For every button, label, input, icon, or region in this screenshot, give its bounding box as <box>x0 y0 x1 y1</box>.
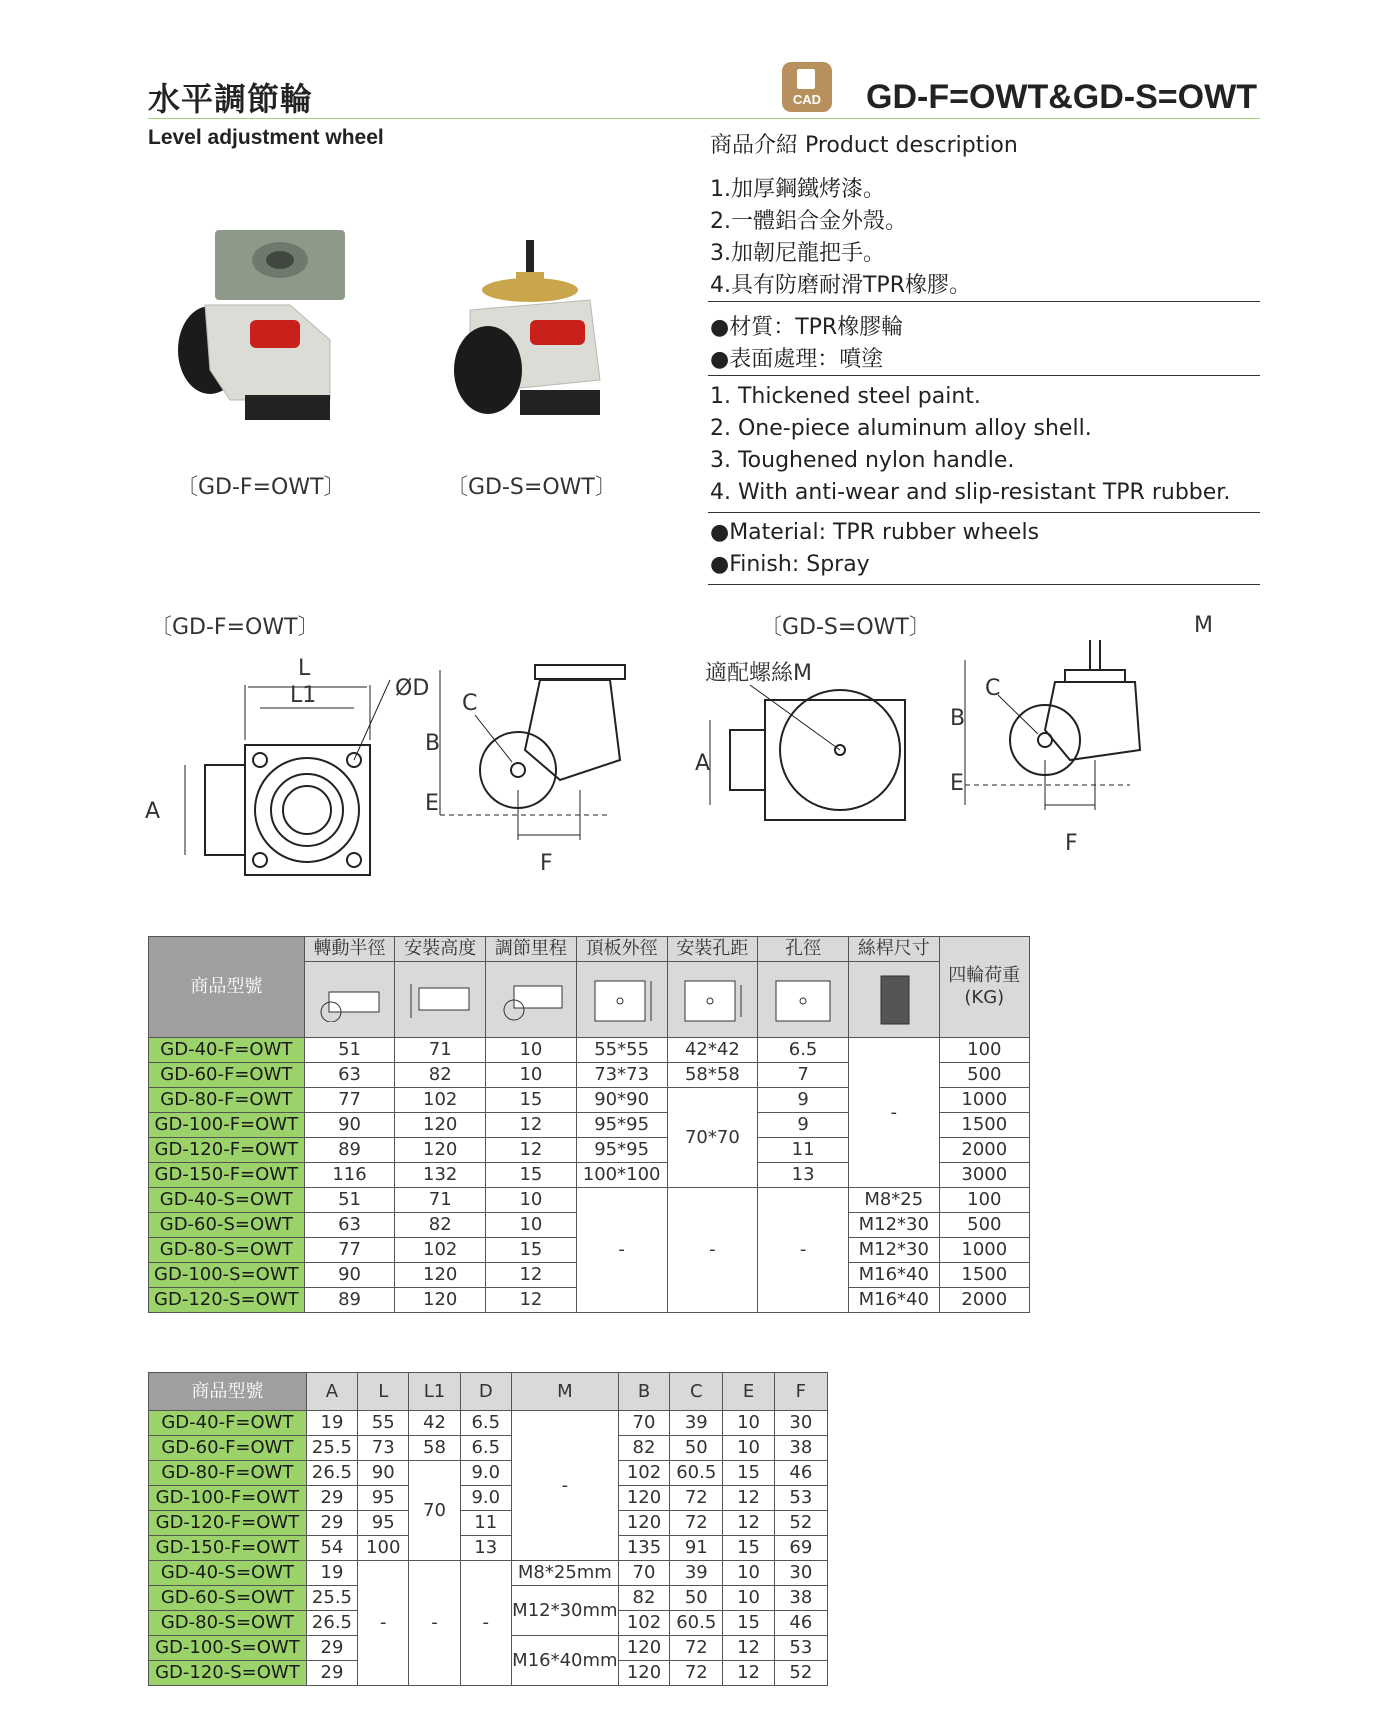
table2-model-header: 商品型號 <box>149 1373 307 1411</box>
technical-drawings <box>140 640 1260 910</box>
cell: 95*95 <box>576 1138 667 1163</box>
cell: 100 <box>358 1536 409 1561</box>
cell: 100 <box>939 1038 1029 1063</box>
cell: 26.5 <box>306 1461 357 1486</box>
divider <box>708 301 1260 302</box>
cell: 132 <box>395 1163 486 1188</box>
cell: 70 <box>618 1411 669 1436</box>
cell: M8*25mm <box>511 1561 618 1586</box>
cell: 12 <box>486 1288 577 1313</box>
cell: 10 <box>723 1586 774 1611</box>
table-row-model: GD-150-F=OWT <box>149 1536 307 1561</box>
en-item: 3. Toughened nylon handle. <box>710 448 1015 473</box>
cell: 102 <box>395 1238 486 1263</box>
cell: 15 <box>486 1238 577 1263</box>
table-row-model: GD-150-F=OWT <box>149 1163 305 1188</box>
cell: 30 <box>774 1561 827 1586</box>
cell: 46 <box>774 1461 827 1486</box>
cell: 60.5 <box>670 1611 723 1636</box>
cell: 12 <box>486 1263 577 1288</box>
cell: 77 <box>304 1238 395 1263</box>
document-icon <box>797 69 815 89</box>
label-C: C <box>462 691 478 716</box>
table-row-model: GD-60-F=OWT <box>149 1436 307 1461</box>
cell: 10 <box>486 1213 577 1238</box>
cell: 1500 <box>939 1263 1029 1288</box>
col-radius: 轉動半徑 <box>304 937 395 962</box>
cell: 2000 <box>939 1288 1029 1313</box>
table1-model-header: 商品型號 <box>149 937 305 1038</box>
height-icon <box>395 962 486 1038</box>
label-L1: L1 <box>290 683 317 708</box>
table-row-model: GD-80-F=OWT <box>149 1461 307 1486</box>
drawing-caption-s: 〔GD-S=OWT〕 <box>760 615 931 640</box>
zh-item: 3.加韌尼龍把手。 <box>710 241 885 266</box>
cell-merged: M12*30mm <box>511 1586 618 1636</box>
cell: 82 <box>618 1586 669 1611</box>
photo-caption-s: 〔GD-S=OWT〕 <box>446 475 617 500</box>
cell: 52 <box>774 1661 827 1686</box>
cell: 54 <box>306 1536 357 1561</box>
cell: 89 <box>304 1138 395 1163</box>
cell: 82 <box>618 1436 669 1461</box>
cell: 9 <box>758 1113 849 1138</box>
cell: M12*30 <box>848 1238 939 1263</box>
cell: 72 <box>670 1511 723 1536</box>
cell: 73*73 <box>576 1063 667 1088</box>
label-D: ØD <box>395 676 430 701</box>
hole-pitch-icon <box>667 962 758 1038</box>
cell: 2000 <box>939 1138 1029 1163</box>
cell: 15 <box>486 1163 577 1188</box>
label-F: F <box>540 851 553 876</box>
cell-merged: - <box>409 1561 460 1686</box>
cell: M12*30 <box>848 1213 939 1238</box>
cell-merged: M16*40mm <box>511 1636 618 1686</box>
cell: 102 <box>618 1611 669 1636</box>
cell: 9.0 <box>460 1486 511 1511</box>
en-item: 2. One-piece aluminum alloy shell. <box>710 416 1092 441</box>
table-row-model: GD-40-S=OWT <box>149 1561 307 1586</box>
cell: 500 <box>939 1063 1029 1088</box>
cell-merged: 70 <box>409 1461 460 1561</box>
en-spec: ●Finish: Spray <box>710 552 870 577</box>
col-D: D <box>460 1373 511 1411</box>
page-title-en: Level adjustment wheel <box>148 126 384 149</box>
cell: 63 <box>304 1063 395 1088</box>
table-row-model: GD-40-F=OWT <box>149 1411 307 1436</box>
table-row-model: GD-100-F=OWT <box>149 1113 305 1138</box>
divider <box>708 512 1260 513</box>
cell: 120 <box>618 1486 669 1511</box>
photo-caption-f: 〔GD-F=OWT〕 <box>176 475 346 500</box>
cell: 50 <box>670 1436 723 1461</box>
label-F-s: F <box>1065 831 1078 856</box>
cell: 91 <box>670 1536 723 1561</box>
cell: 90 <box>358 1461 409 1486</box>
description-heading: 商品介紹 Product description <box>710 133 1018 158</box>
page-title-zh: 水平調節輪 <box>148 80 314 118</box>
cell: 77 <box>304 1088 395 1113</box>
cell: 29 <box>306 1636 357 1661</box>
cell: 19 <box>306 1561 357 1586</box>
col-plate: 頂板外徑 <box>576 937 667 962</box>
cell: 10 <box>486 1038 577 1063</box>
table-row-model: GD-100-S=OWT <box>149 1263 305 1288</box>
table-row-model: GD-100-F=OWT <box>149 1486 307 1511</box>
zh-item: 4.具有防磨耐滑TPR橡膠。 <box>710 273 971 298</box>
radius-icon <box>304 962 395 1038</box>
cell: 100*100 <box>576 1163 667 1188</box>
cell-merged: - <box>460 1561 511 1686</box>
cell: 9 <box>758 1088 849 1113</box>
cell-merged: - <box>758 1188 849 1313</box>
cell: 6.5 <box>460 1411 511 1436</box>
zh-item: 1.加厚鋼鐵烤漆。 <box>710 177 885 202</box>
cell: 7 <box>758 1063 849 1088</box>
col-screw: 絲桿尺寸 <box>848 937 939 962</box>
cell: 12 <box>723 1636 774 1661</box>
cell-merged: - <box>848 1038 939 1188</box>
label-B: B <box>425 731 441 756</box>
label-E-s: E <box>950 771 964 796</box>
cell: 29 <box>306 1486 357 1511</box>
cell: 6.5 <box>460 1436 511 1461</box>
cell: 10 <box>723 1411 774 1436</box>
table-row-model: GD-80-S=OWT <box>149 1611 307 1636</box>
en-spec: ●Material: TPR rubber wheels <box>710 520 1040 545</box>
cell: 12 <box>486 1113 577 1138</box>
label-A: A <box>145 799 161 824</box>
cell: 26.5 <box>306 1611 357 1636</box>
cell: 51 <box>304 1038 395 1063</box>
label-C-s: C <box>985 676 1001 701</box>
table-row-model: GD-120-F=OWT <box>149 1138 305 1163</box>
col-L1: L1 <box>409 1373 460 1411</box>
cell: 82 <box>395 1063 486 1088</box>
label-L: L <box>298 656 311 681</box>
cell: 1000 <box>939 1238 1029 1263</box>
cell: 9.0 <box>460 1461 511 1486</box>
cell: 58*58 <box>667 1063 758 1088</box>
cell: 60.5 <box>670 1461 723 1486</box>
cell: 1500 <box>939 1113 1029 1138</box>
drawing-caption-f: 〔GD-F=OWT〕 <box>150 615 320 640</box>
cell-merged: 70*70 <box>667 1088 758 1188</box>
dimension-table <box>148 1372 828 1686</box>
cell: 55 <box>358 1411 409 1436</box>
cell: 135 <box>618 1536 669 1561</box>
label-E: E <box>425 791 439 816</box>
cell: 69 <box>774 1536 827 1561</box>
cell: 13 <box>460 1536 511 1561</box>
cell: 71 <box>395 1188 486 1213</box>
cell: 70 <box>618 1561 669 1586</box>
col-height: 安裝高度 <box>395 937 486 962</box>
cell: 58 <box>409 1436 460 1461</box>
cad-download-icon[interactable] <box>782 62 832 112</box>
zh-item: 2.一體鋁合金外殼。 <box>710 209 907 234</box>
label-A-s: A <box>695 751 711 776</box>
cell: 13 <box>758 1163 849 1188</box>
cell: 10 <box>723 1561 774 1586</box>
cell: 38 <box>774 1436 827 1461</box>
cell: M8*25 <box>848 1188 939 1213</box>
label-thread: 適配螺絲M <box>705 661 812 686</box>
cell: 500 <box>939 1213 1029 1238</box>
col-L: L <box>358 1373 409 1411</box>
col-A: A <box>306 1373 357 1411</box>
cell: 95 <box>358 1486 409 1511</box>
col-hole-pitch: 安裝孔距 <box>667 937 758 962</box>
cell: 90 <box>304 1113 395 1138</box>
title-divider <box>148 118 1260 119</box>
cell: 25.5 <box>306 1436 357 1461</box>
model-code: GD-F=OWT&GD-S=OWT <box>866 78 1257 116</box>
cell: 63 <box>304 1213 395 1238</box>
cell: 29 <box>306 1661 357 1686</box>
divider <box>708 375 1260 376</box>
table-row-model: GD-60-S=OWT <box>149 1213 305 1238</box>
cell: 71 <box>395 1038 486 1063</box>
cell: 42 <box>409 1411 460 1436</box>
cell: 42*42 <box>667 1038 758 1063</box>
label-B-s: B <box>950 706 966 731</box>
cell: 72 <box>670 1636 723 1661</box>
en-item: 4. With anti-wear and slip-resistant TPR rubber. <box>710 480 1231 505</box>
cell: 90*90 <box>576 1088 667 1113</box>
cell: 95 <box>358 1511 409 1536</box>
table-row-model: GD-120-F=OWT <box>149 1511 307 1536</box>
cell: 116 <box>304 1163 395 1188</box>
table-row-model: GD-40-F=OWT <box>149 1038 305 1063</box>
cell: 38 <box>774 1586 827 1611</box>
cell: 120 <box>395 1288 486 1313</box>
table-row-model: GD-80-S=OWT <box>149 1238 305 1263</box>
cell: 12 <box>723 1511 774 1536</box>
cell: 15 <box>723 1611 774 1636</box>
cell-merged: - <box>667 1188 758 1313</box>
cell: 72 <box>670 1661 723 1686</box>
col-load: 四輪荷重 (KG) <box>939 937 1029 1038</box>
cell: M16*40 <box>848 1288 939 1313</box>
cell: 10 <box>723 1436 774 1461</box>
cell: 39 <box>670 1411 723 1436</box>
cell: 53 <box>774 1636 827 1661</box>
table-row-model: GD-80-F=OWT <box>149 1088 305 1113</box>
cell: 120 <box>395 1263 486 1288</box>
cell: 15 <box>723 1461 774 1486</box>
spec-table <box>148 936 1030 1313</box>
cell: 6.5 <box>758 1038 849 1063</box>
table-row-model: GD-40-S=OWT <box>149 1188 305 1213</box>
cell: 1000 <box>939 1088 1029 1113</box>
cell: 39 <box>670 1561 723 1586</box>
cell: 120 <box>618 1636 669 1661</box>
cell: 55*55 <box>576 1038 667 1063</box>
col-C: C <box>670 1373 723 1411</box>
cell: M16*40 <box>848 1263 939 1288</box>
hole-icon <box>758 962 849 1038</box>
table-row-model: GD-60-F=OWT <box>149 1063 305 1088</box>
cell: 120 <box>618 1511 669 1536</box>
divider <box>708 584 1260 585</box>
col-B: B <box>618 1373 669 1411</box>
cell: 11 <box>758 1138 849 1163</box>
col-hole: 孔徑 <box>758 937 849 962</box>
table-row-model: GD-100-S=OWT <box>149 1636 307 1661</box>
cell: 90 <box>304 1263 395 1288</box>
table-row-model: GD-120-S=OWT <box>149 1288 305 1313</box>
product-photo-f <box>160 230 360 430</box>
cell: 95*95 <box>576 1113 667 1138</box>
col-travel: 調節里程 <box>486 937 577 962</box>
cell: 30 <box>774 1411 827 1436</box>
cell: 10 <box>486 1063 577 1088</box>
cell: 3000 <box>939 1163 1029 1188</box>
cell: 25.5 <box>306 1586 357 1611</box>
zh-spec: ●表面處理：噴塗 <box>710 347 884 372</box>
col-F: F <box>774 1373 827 1411</box>
cell: 53 <box>774 1486 827 1511</box>
cell-merged: - <box>358 1561 409 1686</box>
cell: 46 <box>774 1611 827 1636</box>
label-M-wrap <box>1190 610 1230 638</box>
cell: 12 <box>723 1661 774 1686</box>
cell: 51 <box>304 1188 395 1213</box>
cell: 15 <box>486 1088 577 1113</box>
travel-icon <box>486 962 577 1038</box>
cell: 120 <box>395 1113 486 1138</box>
cell: 10 <box>486 1188 577 1213</box>
screw-icon <box>848 962 939 1038</box>
label-M: M <box>1194 613 1213 638</box>
plate-icon <box>576 962 667 1038</box>
product-photo-s <box>440 240 620 430</box>
cell: 15 <box>723 1536 774 1561</box>
en-item: 1. Thickened steel paint. <box>710 384 981 409</box>
cell: 11 <box>460 1511 511 1536</box>
cell: 12 <box>723 1486 774 1511</box>
zh-spec: ●材質：TPR橡膠輪 <box>710 315 904 340</box>
col-M: M <box>511 1373 618 1411</box>
cell: 29 <box>306 1511 357 1536</box>
cell: 73 <box>358 1436 409 1461</box>
cell: 102 <box>395 1088 486 1113</box>
cell: 19 <box>306 1411 357 1436</box>
table-row-model: GD-60-S=OWT <box>149 1586 307 1611</box>
cell: 12 <box>486 1138 577 1163</box>
cell: 100 <box>939 1188 1029 1213</box>
table-row-model: GD-120-S=OWT <box>149 1661 307 1686</box>
cell: 120 <box>618 1661 669 1686</box>
cell: 120 <box>395 1138 486 1163</box>
cad-label: CAD <box>792 92 822 107</box>
cell: 72 <box>670 1486 723 1511</box>
cell-merged: - <box>576 1188 667 1313</box>
cell: 89 <box>304 1288 395 1313</box>
cell: 52 <box>774 1511 827 1536</box>
cell: 50 <box>670 1586 723 1611</box>
cell: 82 <box>395 1213 486 1238</box>
cell: 102 <box>618 1461 669 1486</box>
cell-merged: - <box>511 1411 618 1561</box>
col-E: E <box>723 1373 774 1411</box>
